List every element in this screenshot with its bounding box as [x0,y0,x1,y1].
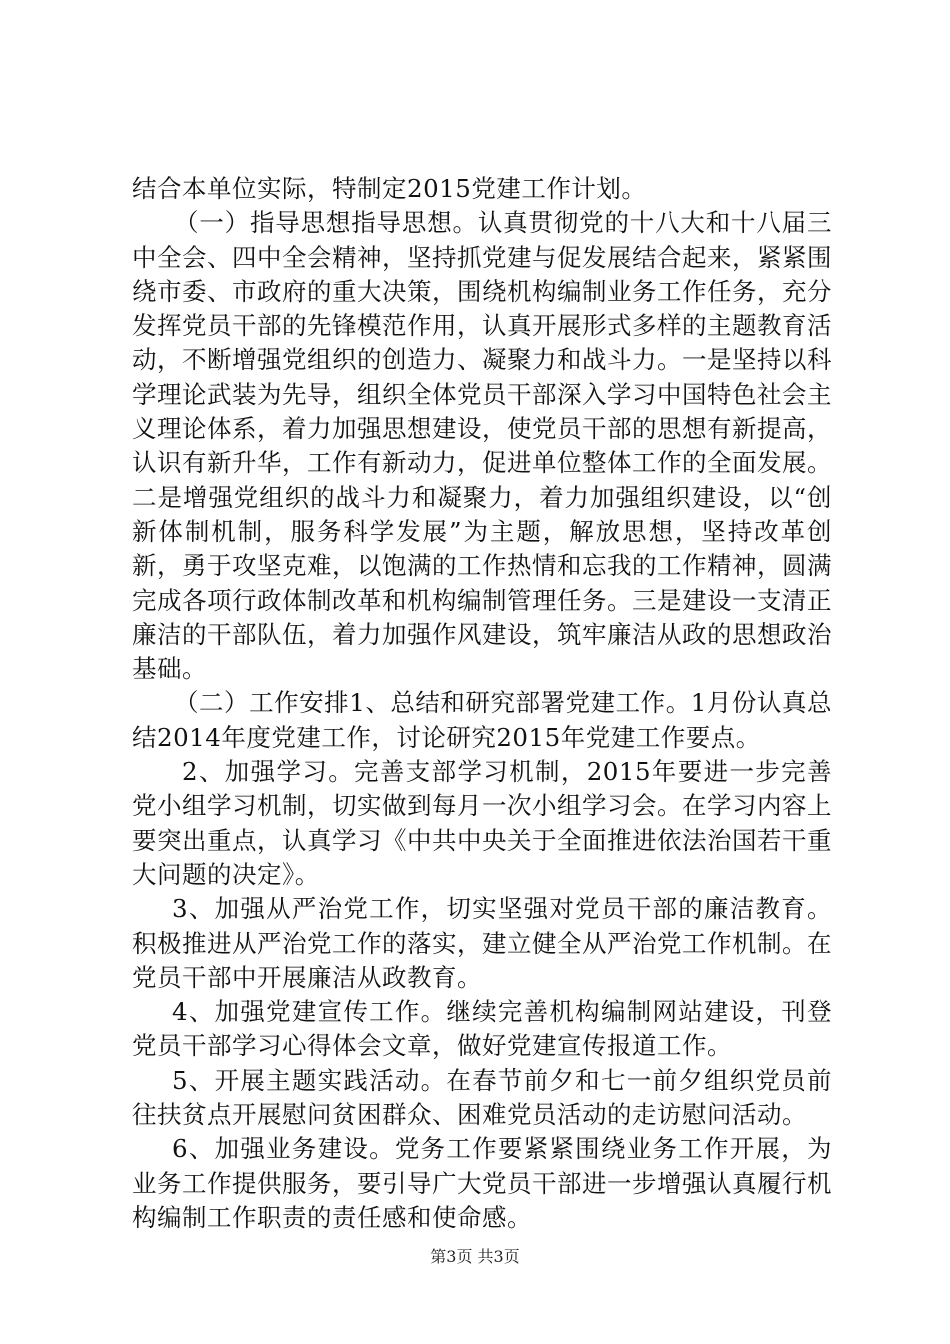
paragraph-item-6-business: 6、加强业务建设。党务工作要紧紧围绕业务工作开展，为业务工作提供服务，要引导广大党员干部进一步增强认真履行机构编制工作职责的责任感和使命感。 [132,1134,832,1232]
page-number-footer: 第3页 共3页 [430,1247,520,1266]
paragraph-intro-continuation: 结合本单位实际，特制定2015党建工作计划。 [132,174,647,203]
paragraph-work-arrangement: （二）工作安排1、总结和研究部署党建工作。1月份认真总结2014年度党建工作，讨论研究2015年党建工作要点。 [132,688,832,752]
paragraph-guiding-ideology: （一）指导思想指导思想。认真贯彻党的十八大和十八届三中全会、四中全会精神，坚持抓党建与促发展结合起来，紧紧围绕市委、市政府的重大决策，围绕机构编制业务工作任务，充分发挥党员干部的先锋模范作用，认真开展形式多样的主题教育活动，不断增强党组织的创造力、凝聚力和战斗力。一是坚持以科学理论武装为先导，组织全体党员干部深入学习中国特色社会主义理论体系，着力加强思想建设，使党员干部的思想有新提高，认识有新升华，工作有新动力，促进单位整体工作的全面发展。二是增强党组织的战斗力和凝聚力，着力加强组织建设，以“创新体制机制，服务科学发展”为主题，解放思想，坚持改革创新，勇于攻坚克难，以饱满的工作热情和忘我的工作精神，圆满完成各项行政体制改革和机构编制管理任务。三是建设一支清正廉洁的干部队伍，着力加强作风建设，筑牢廉洁从政的思想政治基础。 [132,208,832,684]
document-body [132,172,832,1235]
paragraph-item-2-study: 2、加强学习。完善支部学习机制，2015年要进一步完善党小组学习机制，切实做到每月一次小组学习会。在学习内容上要突出重点，认真学习《中共中央关于全面推进依法治国若干重大问题的决定》。 [132,757,832,889]
paragraph-item-4-publicity: 4、加强党建宣传工作。继续完善机构编制网站建设，刊登党员干部学习心得体会文章，做好党建宣传报道工作。 [132,997,832,1061]
paragraph-item-3-discipline: 3、加强从严治党工作，切实坚强对党员干部的廉洁教育。积极推进从严治党工作的落实，建立健全从严治党工作机制。在党员干部中开展廉洁从政教育。 [132,894,832,992]
paragraph-item-5-practice: 5、开展主题实践活动。在春节前夕和七一前夕组织党员前往扶贫点开展慰问贫困群众、困难党员活动的走访慰问活动。 [132,1065,832,1130]
